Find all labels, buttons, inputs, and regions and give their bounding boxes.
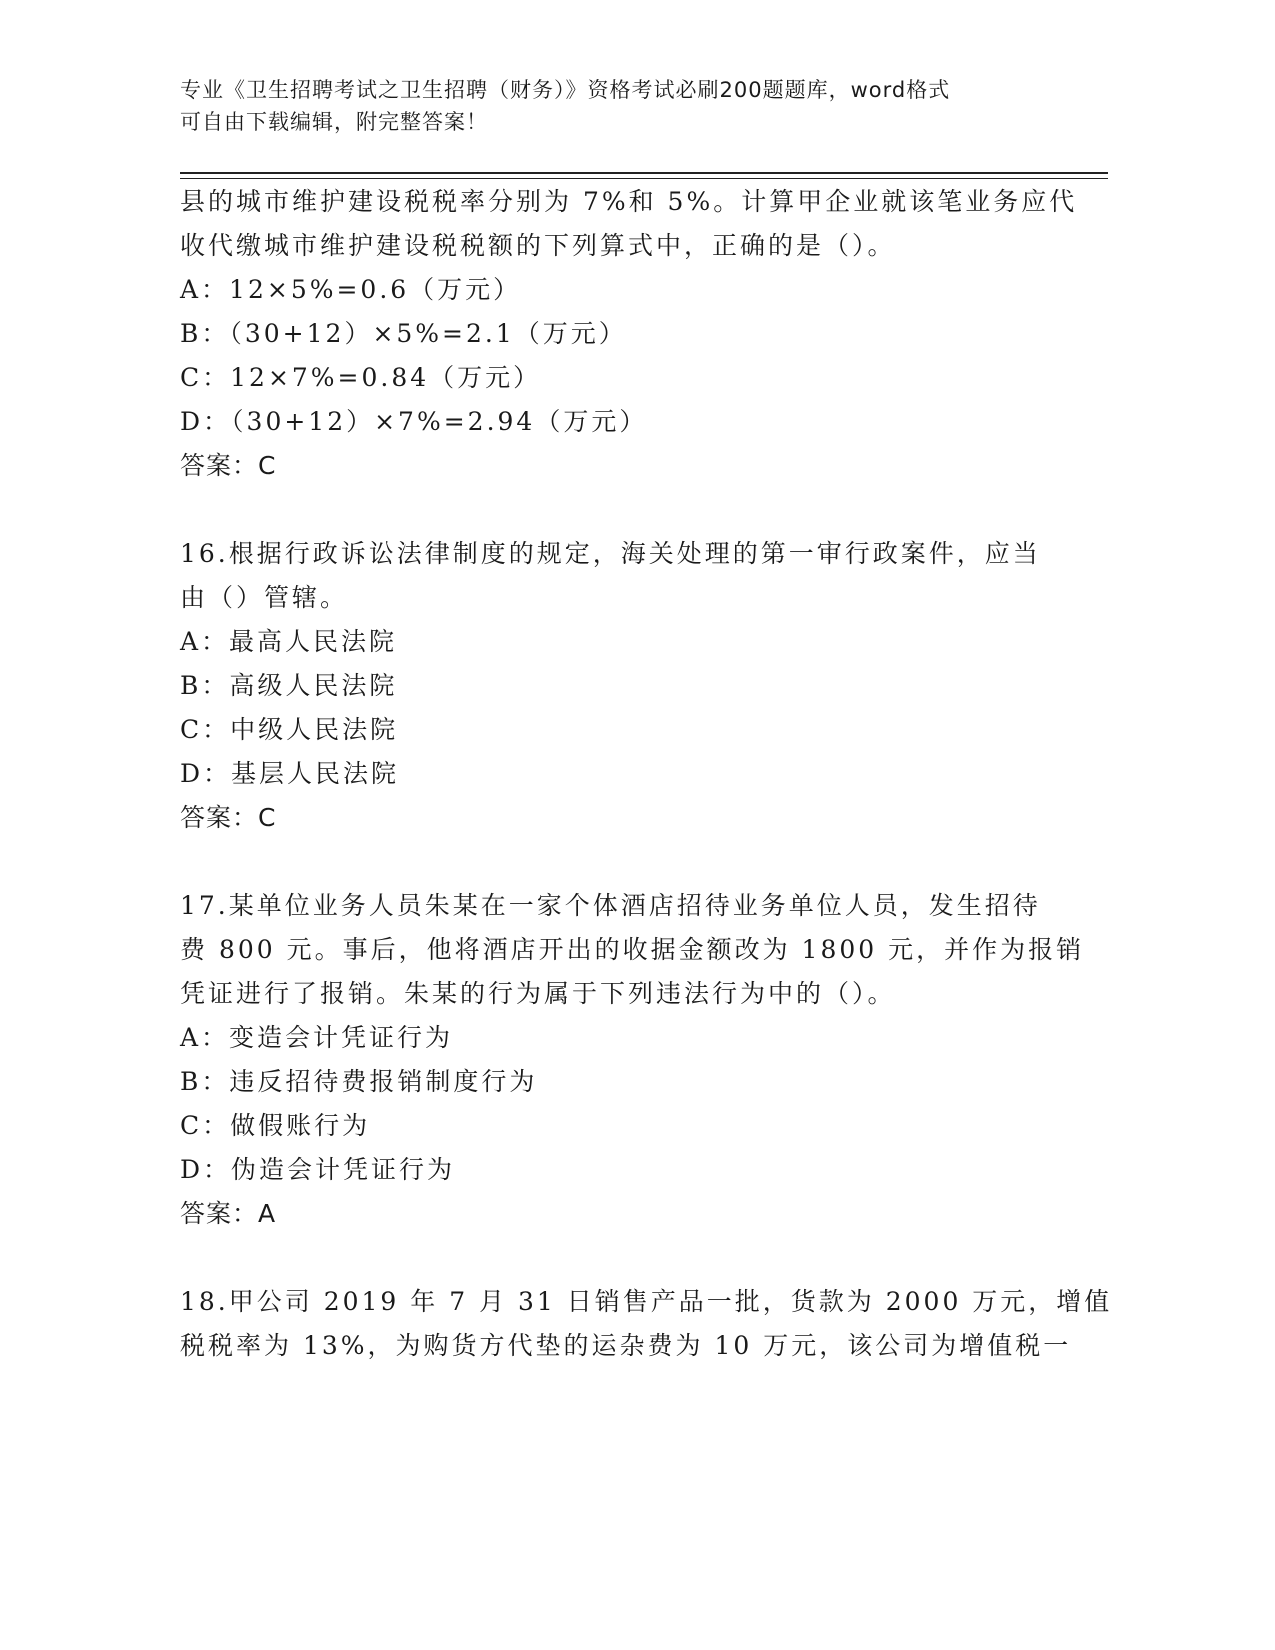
question-15: [180, 180, 1078, 488]
option-c: C：12×7%=0.84（万元）: [180, 363, 542, 392]
option-d: D：伪造会计凭证行为: [180, 1155, 456, 1184]
header-title-line-1: 专业《卫生招聘考试之卫生招聘（财务）》资格考试必刷200题题库，word格式: [180, 78, 951, 102]
question-stem: 县的城市维护建设税税率分别为 7%和 5%。计算甲企业就该笔业务应代: [180, 187, 1078, 216]
question-stem: 凭证进行了报销。朱某的行为属于下列违法行为中的（）。: [180, 979, 896, 1008]
option-d: D：基层人民法院: [180, 759, 400, 788]
header-divider-thin: [180, 178, 1108, 179]
answer-line: 答案：A: [180, 1199, 277, 1228]
header-divider-thick: [180, 172, 1108, 174]
document-body: [180, 180, 1113, 1368]
question-stem: 18.甲公司 2019 年 7 月 31 日销售产品一批，货款为 2000 万元，增值: [180, 1287, 1113, 1316]
spacer: [180, 840, 1060, 884]
option-b: B：高级人民法院: [180, 671, 398, 700]
option-a: A：变造会计凭证行为: [180, 1023, 454, 1052]
answer-line: 答案：C: [180, 451, 277, 480]
question-stem: 收代缴城市维护建设税税额的下列算式中，正确的是（）。: [180, 231, 896, 260]
spacer: [180, 488, 1060, 532]
option-c: C：中级人民法院: [180, 715, 399, 744]
answer-line: 答案：C: [180, 803, 277, 832]
question-stem: 税税率为 13%，为购货方代垫的运杂费为 10 万元，该公司为增值税一: [180, 1331, 1072, 1360]
question-16: [180, 532, 1060, 840]
question-17: [180, 884, 1085, 1236]
question-stem: 费 800 元。事后，他将酒店开出的收据金额改为 1800 元，并作为报销: [180, 935, 1085, 964]
option-b: B：违反招待费报销制度行为: [180, 1067, 538, 1096]
option-c: C：做假账行为: [180, 1111, 371, 1140]
option-a: A：最高人民法院: [180, 627, 398, 656]
document-header: [180, 74, 1060, 138]
option-b: B：（30+12）×5%=2.1（万元）: [180, 319, 627, 348]
spacer: [180, 1236, 1060, 1280]
option-d: D：（30+12）×7%=2.94（万元）: [180, 407, 648, 436]
header-title-line-2: 可自由下载编辑，附完整答案！: [180, 110, 488, 134]
question-18: [180, 1280, 1113, 1368]
option-a: A：12×5%=0.6（万元）: [180, 275, 522, 304]
question-stem: 由（）管辖。: [180, 583, 349, 612]
question-stem: 17.某单位业务人员朱某在一家个体酒店招待业务单位人员，发生招待: [180, 891, 1041, 920]
question-stem: 16.根据行政诉讼法律制度的规定，海关处理的第一审行政案件，应当: [180, 539, 1041, 568]
